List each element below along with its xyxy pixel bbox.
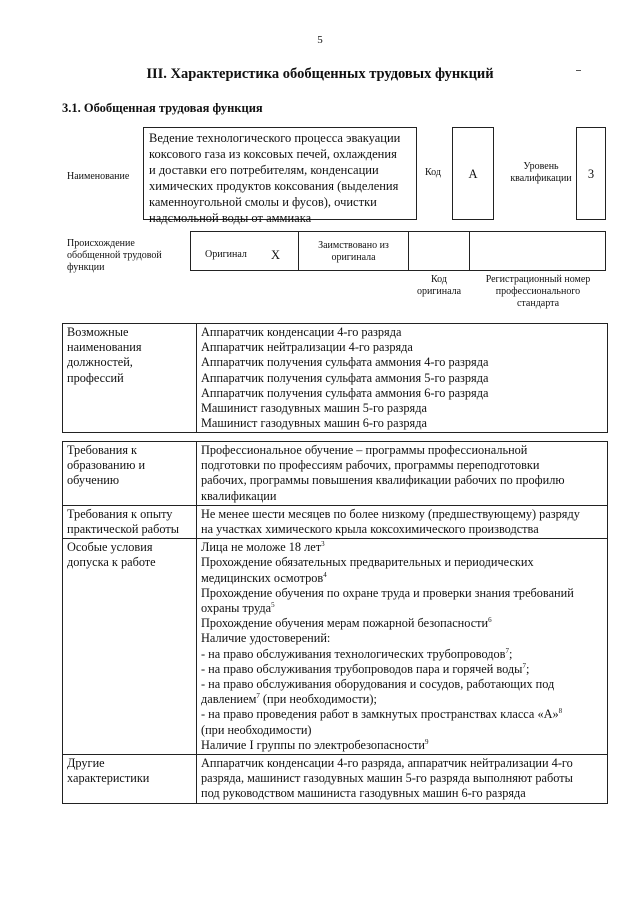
positions-label-line: наименования: [67, 340, 142, 355]
code-caption: [408, 274, 470, 298]
special-label-line: допуска к работе: [67, 555, 156, 570]
code-value: А: [468, 167, 478, 181]
footnote-ref: 4: [323, 570, 327, 579]
table-row: [63, 324, 608, 433]
original-code-cell: [408, 231, 470, 271]
list-item: Аппаратчик получения сульфата аммония 6-го разряда: [201, 385, 489, 400]
experience-label-line: практической работы: [67, 522, 179, 537]
table-row: [63, 505, 608, 538]
special-line: - на право проведения работ в замкнутых пространствах класса «А»$^8$: [201, 707, 563, 722]
other-line: Аппаратчик конденсации 4-го разряда, аппаратчик нейтрализации 4-го: [201, 756, 573, 771]
origin-label-line: Происхождение: [67, 238, 135, 249]
name-label: Наименование: [67, 171, 130, 182]
experience-label-line: Требования к опыту: [67, 506, 173, 521]
education-line: Профессиональное обучение – программы профессиональной: [201, 443, 528, 457]
education-line: рабочих, программы повышения квалификации рабочих по профилю: [201, 473, 565, 488]
footnote-ref: 5: [271, 600, 275, 609]
other-text-cell: [197, 755, 608, 804]
reg-number-cell: [469, 231, 606, 271]
special-line: Наличие I группы по электробезопасности$^9$: [201, 737, 429, 752]
list-item: Машинист газодувных машин 6-го разряда: [201, 416, 427, 431]
table-row: [63, 539, 608, 755]
requirements-table: [62, 441, 608, 804]
special-line: - на право обслуживания оборудования и сосудов, работающих под: [201, 677, 555, 692]
other-label-cell: [63, 755, 197, 804]
code-caption-line: Код: [431, 274, 447, 285]
reg-caption-line: Регистрационный номер: [485, 274, 591, 285]
experience-line: на участках химического крыла коксохимического производства: [201, 522, 539, 537]
list-item: Машинист газодувных машин 5-го разряда: [201, 401, 427, 416]
experience-line: Не менее шести месяцев по более низкому (предшествующему) разряду: [201, 506, 580, 521]
origin-label-line: обобщенной трудовой: [67, 250, 162, 261]
name-line: надсмольной воды от аммиака: [149, 211, 312, 225]
special-text-cell: [197, 539, 608, 755]
function-name-box: [143, 127, 417, 225]
special-line: охраны труда$^5$: [201, 600, 275, 616]
positions-label-line: профессий: [67, 370, 124, 385]
education-label-line: образованию и: [67, 458, 146, 473]
education-text-cell: [197, 442, 608, 506]
name-line: и доставки его потребителям, конденсации: [149, 163, 379, 177]
special-line: Наличие удостоверений:: [201, 631, 331, 646]
positions-label-line: должностей,: [67, 355, 133, 370]
education-line: подготовки по профессиям рабочих, программы переподготовки: [201, 458, 540, 473]
special-line: Лица не моложе 18 лет$^3$: [201, 540, 325, 555]
footnote-ref: 7: [505, 646, 509, 655]
special-line: Прохождение обучения по охране труда и проверки знания требований: [201, 585, 574, 600]
positions-label-line: Возможные: [67, 325, 129, 339]
original-label: Оригинал: [205, 249, 247, 260]
name-line: Ведение технологического процесса эвакуации: [149, 131, 401, 145]
positions-label-cell: [63, 324, 197, 433]
origin-label: [67, 238, 162, 274]
section-title: III. Характеристика обобщенных трудовых функций: [146, 66, 494, 82]
footnote-ref: 8: [558, 707, 563, 716]
positions-list-cell: [197, 324, 608, 433]
experience-text-cell: [197, 505, 608, 538]
special-line: Прохождение обязательных предварительных и периодических: [201, 555, 534, 570]
page-number: 5: [317, 34, 323, 46]
special-label-cell: [63, 539, 197, 755]
name-line: каменноугольной смолы и фусов), очистки: [149, 195, 377, 209]
other-label-line: характеристики: [67, 771, 150, 786]
level-value: 3: [587, 167, 595, 181]
special-line: медицинских осмотров$^4$: [201, 570, 327, 585]
special-line: - на право обслуживания технологических трубопроводов$^7$;: [201, 646, 513, 661]
footnote-ref: 6: [488, 616, 492, 625]
special-line: - на право обслуживания трубопроводов пара и горячей воды$^7$;: [201, 661, 530, 676]
subsection-title: 3.1. Обобщенная трудовая функция: [62, 101, 263, 115]
origin-label-line: функции: [67, 262, 105, 273]
footnote-ref: 3: [321, 540, 325, 549]
experience-label-cell: [63, 505, 197, 538]
borrowed-cell: [298, 231, 409, 271]
code-label: Код: [425, 167, 441, 178]
borrowed-label: Заимствовано из: [318, 240, 389, 251]
level-label: [500, 161, 582, 185]
footnote-ref: 9: [424, 737, 429, 746]
list-item: Аппаратчик нейтрализации 4-го разряда: [201, 340, 413, 355]
list-item: Аппаратчик получения сульфата аммония 5-го разряда: [201, 370, 489, 385]
reg-caption-line: профессионального: [495, 286, 581, 297]
table-row: [63, 442, 608, 506]
footnote-ref: 7: [256, 692, 260, 701]
original-mark: Х: [271, 248, 281, 262]
other-label-line: Другие: [67, 756, 105, 771]
reg-caption: [470, 274, 606, 310]
education-label-line: обучению: [67, 473, 120, 488]
footnote-ref: 7: [522, 661, 526, 670]
special-line: давлением$^7$ (при необходимости);: [201, 692, 377, 707]
reg-caption-line: стандарта: [516, 298, 560, 309]
other-line: под руководством машиниста газодувных машин 6-го разряда: [201, 786, 526, 801]
positions-table: [62, 323, 608, 433]
special-line: (при необходимости): [201, 722, 312, 737]
table-row: [63, 755, 608, 804]
other-line: разряда, машинист газодувных машин 5-го разряда выполняют работы: [201, 771, 573, 786]
special-label-line: Особые условия: [67, 540, 153, 555]
education-label-cell: [63, 442, 197, 506]
original-cell: [190, 231, 299, 271]
special-line: Прохождение обучения мерам пожарной безопасности$^6$: [201, 616, 492, 631]
code-value-box: [452, 127, 494, 220]
code-caption-line: оригинала: [416, 286, 462, 297]
education-label-line: Требования к: [67, 443, 138, 457]
level-label-line: Уровень: [523, 161, 559, 172]
name-line: коксового газа из коксовых печей, охлаждения: [149, 147, 397, 161]
list-item: Аппаратчик конденсации 4-го разряда: [201, 325, 402, 339]
level-value-box: [576, 127, 606, 220]
borrowed-label: оригинала: [331, 252, 376, 263]
list-item: Аппаратчик получения сульфата аммония 4-го разряда: [201, 355, 489, 370]
level-label-line: квалификации: [510, 173, 572, 184]
education-line: квалификации: [201, 488, 277, 503]
name-line: химических продуктов коксования (выделения: [149, 179, 399, 193]
